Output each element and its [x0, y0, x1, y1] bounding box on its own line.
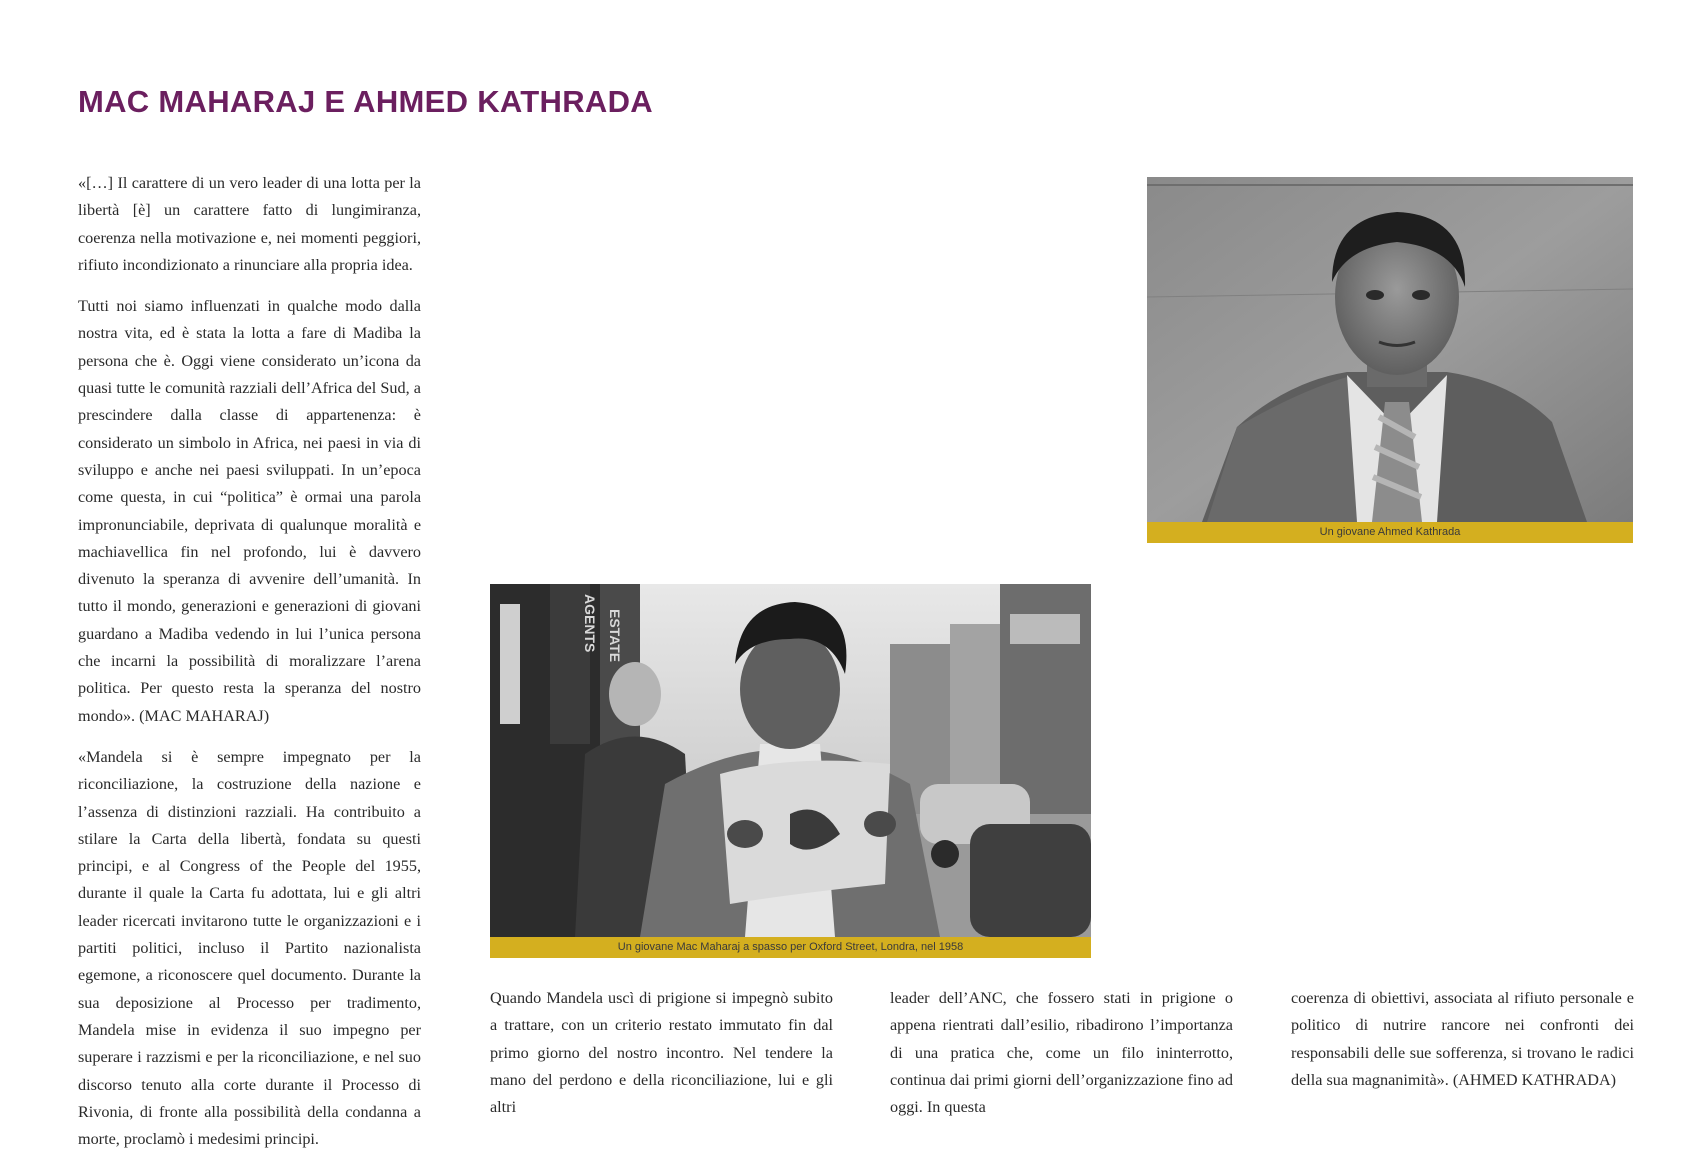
- quote-paragraph-1: «[…] Il carattere di un vero leader di una lotta per la libertà [è] un carattere fatto di lungimiranza, coerenza nella motivazione e, nei momenti peggiori, rifiuto incondizionato a rinunciare alla propria idea.: [78, 174, 421, 274]
- kathrada-caption: Un giovane Ahmed Kathrada: [1147, 522, 1633, 543]
- page-title: MAC MAHARAJ E AHMED KATHRADA: [78, 84, 653, 119]
- maharaj-photo: [490, 584, 1091, 937]
- kathrada-photo: [1147, 177, 1633, 522]
- agents-sign: AGENTS: [582, 594, 598, 653]
- bottom-column-3: coerenza di obiettivi, associata al rifiuto personale e politico di nutrire rancore nei confronti dei responsabili delle sue sofferenza, si trovano le radici della sua magnanimità». (AHMED KATHRADA): [1291, 989, 1634, 1089]
- bottom-column-2: leader dell’ANC, che fossero stati in prigione o appena rientrati dall’esilio, ribadirono l’importanza di una pratica che, come un filo ininterrotto, continua dai primi giorni dell’organizzazione fino ad oggi. In questa: [890, 989, 1233, 1117]
- left-text-column: [78, 170, 421, 1167]
- estate-sign: ESTATE: [607, 609, 623, 663]
- quote-paragraph-2: Tutti noi siamo influenzati in qualche modo dalla nostra vita, ed è stata la lotta a fare di Madiba la persona che è. Oggi viene considerato un’icona da quasi tutte le comunità razziali dell’Africa del Sud, a prescindere dalla classe di appartenenza: è considerato un simbolo in Africa, nei paesi in via di sviluppo e anche nei paesi sviluppati. In un’epoca come questa, in cui “politica” è ormai una parola impronunciabile, deprivata di qualunque moralità e machiavellica fin nel profondo, lui è davvero divenuto la speranza di avvenire dell’umanità. In tutto il mondo, generazioni e generazioni di giovani guardano a Madiba vedendo in lui l’unica persona che incarni la possibilità di moralizzare l’arena politica. Per questo resta la speranza del nostro mondo». (MAC MAHARAJ): [78, 297, 421, 725]
- bottom-column-1: Quando Mandela uscì di prigione si impegnò subito a trattare, con un criterio restato immutato fin dal primo giorno del nostro incontro. Nel tendere la mano del perdono e della riconciliazione, lui e gli altri: [490, 989, 833, 1117]
- maharaj-caption: Un giovane Mac Maharaj a spasso per Oxford Street, Londra, nel 1958: [490, 937, 1091, 958]
- quote-paragraph-3: «Mandela si è sempre impegnato per la riconciliazione, la costruzione della nazione e l’assenza di distinzioni razziali. Ha contribuito a stilare la Carta della libertà, fondata su questi principi, e al Congress of the People del 1955, durante il quale la Carta fu adottata, lui e gli altri leader ricercati invitarono tutte le organizzazioni e i partiti politici, incluso il Partito nazionalista egemone, a riconoscere quel documento. Durante la sua deposizione al Processo per tradimento, Mandela mise in evidenza il suo impegno per superare i razzismi e per la riconciliazione, e nel suo discorso tenuto alla corte durante il Processo di Rivonia, di fronte alla possibilità della condanna a morte, proclamò i medesimi principi.: [78, 747, 421, 1149]
